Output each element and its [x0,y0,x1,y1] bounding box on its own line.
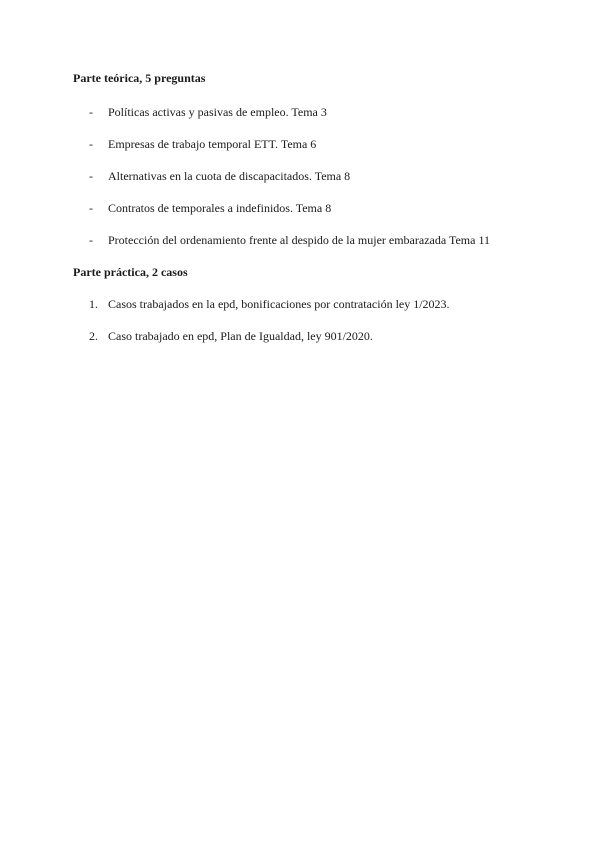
list-item-text: Políticas activas y pasivas de empleo. Tema 3 [108,105,327,119]
list-number: 2. [89,329,98,343]
list-item-text: Alternativas en la cuota de discapacitados. Tema 8 [108,169,351,183]
dash-bullet: - [89,169,93,183]
list-item-text: Caso trabajado en epd, Plan de Igualdad, ley 901/2020. [108,329,373,343]
list-item-text: Casos trabajados en la epd, bonificaciones por contratación ley 1/2023. [108,297,450,311]
dash-bullet: - [89,233,93,247]
section-heading-teorica: Parte teórica, 5 preguntas [73,71,206,85]
list-number: 1. [89,297,98,311]
section-heading-practica: Parte práctica, 2 casos [73,265,188,279]
list-item-text: Empresas de trabajo temporal ETT. Tema 6 [108,137,317,151]
dash-bullet: - [89,201,93,215]
dash-bullet: - [89,137,93,151]
list-item-text: Protección del ordenamiento frente al despido de la mujer embarazada Tema 11 [108,233,491,247]
dash-bullet: - [89,105,93,119]
list-item-text: Contratos de temporales a indefinidos. Tema 8 [108,201,332,215]
